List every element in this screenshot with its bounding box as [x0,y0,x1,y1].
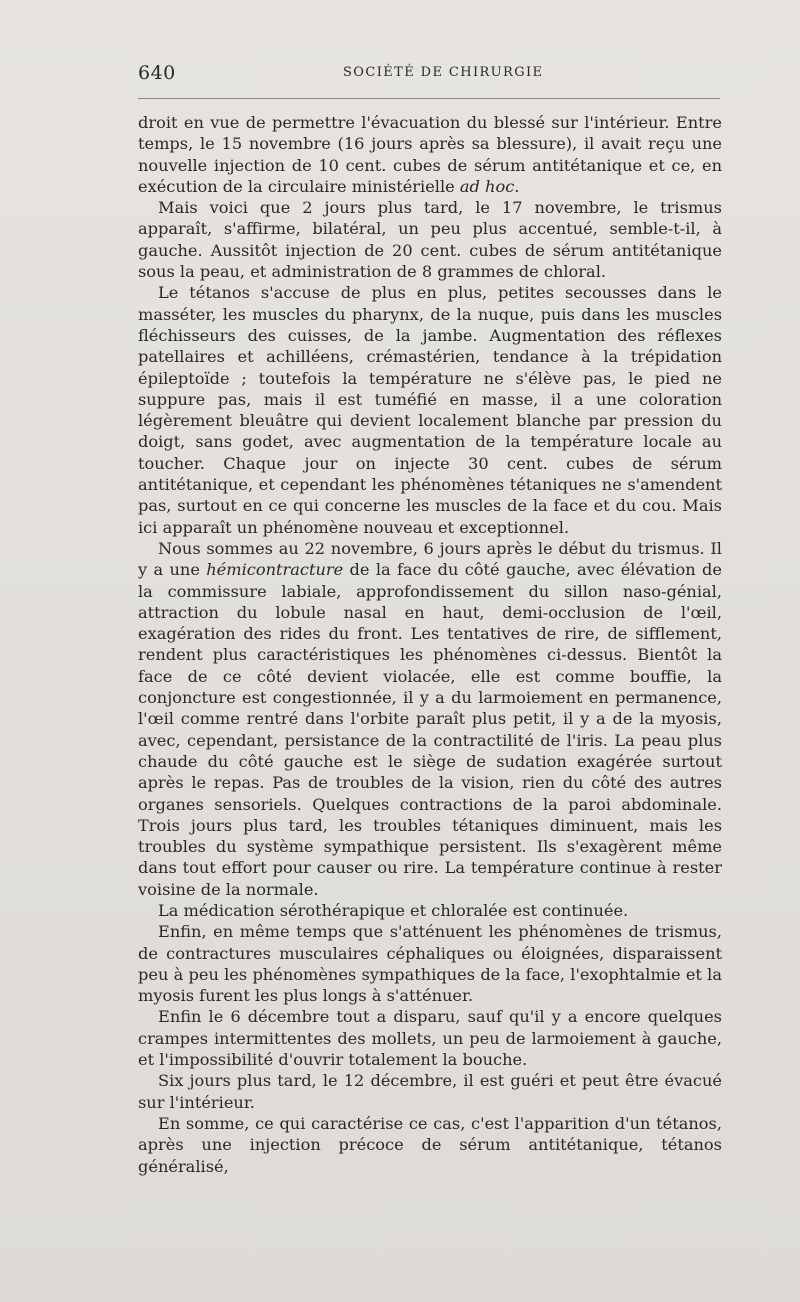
body-text [138,112,722,1177]
paragraph: Six jours plus tard, le 12 décembre, il est guéri et peut être évacué sur l'intérieur. [138,1071,722,1112]
paragraph: Enfin le 6 décembre tout a disparu, sauf qu'il y a encore quelques crampes intermittentes des mollets, un peu de larmoiement à gauche, et l'impossibilité d'ouvrir totalement la bouche. [138,1007,722,1070]
page-number: 640 [138,62,176,84]
paragraph: droit en vue de permettre l'évacuation du blessé sur l'intérieur. Entre temps, le 15 novembre (16 jours après sa blessure), il avait reçu une nouvelle injection de 10 cent. cubes de sérum antitétanique et ce, en exécution de la circulaire ministérielle ad hoc. [138,113,722,196]
paragraph: Le tétanos s'accuse de plus en plus, petites secousses dans le masséter, les muscles du pharynx, de la nuque, puis dans les muscles fléchisseurs des cuisses, de la jambe. Augmentation des réflexes patellaires et achilléens, crémastérien, tendance à la trépidation épileptoïde ; toutefois la température ne s'élève pas, le pied ne suppure pas, mais il est tuméfié en masse, il a une coloration légèrement bleuâtre qui devient localement blanche par pression du doigt, sans godet, avec augmentation de la température locale au toucher. Chaque jour on injecte 30 cent. cubes de sérum antitétanique, et cependant les phénomènes tétaniques ne s'amendent pas, surtout en ce qui concerne les muscles de la face et du cou. Mais ici apparaît un phénomène nouveau et exceptionnel. [138,283,722,537]
page-header [138,58,720,86]
paragraph: Nous sommes au 22 novembre, 6 jours après le début du trismus. Il y a une hémicontracture de la face du côté gauche, avec élévation de la commissure labiale, approfondissement du sillon naso-génial, attraction du lobule nasal en haut, demi-occlusion de l'œil, exagération des rides du front. Les tentatives de rire, de sifflement, rendent plus caractéristiques les phénomènes ci-dessus. Bientôt la face de ce côté devient violacée, elle est comme bouffie, la conjoncture est congestionnée, il y a du larmoiement en permanence, l'œil comme rentré dans l'orbite paraît plus petit, il y a de la myosis, avec, cependant, persistance de la contractilité de l'iris. La peau plus chaude du côté gauche est le siège de sudation exagérée surtout après le repas. Pas de troubles de la vision, rien du côté des autres organes sensoriels. Quelques contractions de la paroi abdominale. Trois jours plus tard, les troubles tétaniques diminuent, mais les troubles du système sympathique persistent. Ils s'exagèrent même dans tout effort pour causer ou rire. La température continue à rester voisine de la normale. [138,538,722,899]
paragraph: La médication sérothérapique et chloralée est continuée. [158,900,629,920]
header-rule [138,98,720,99]
paragraph: En somme, ce qui caractérise ce cas, c'est l'apparition d'un tétanos, après une injection précoce de sérum antitétanique, tétanos généralisé, [138,1113,722,1176]
paragraph: Enfin, en même temps que s'atténuent les phénomènes de trismus, de contractures musculaires céphaliques ou éloignées, disparaissent peu à peu les phénomènes sympathiques de la face, l'exophtalmie et la myosis furent les plus longs à s'atténuer. [138,922,722,1006]
running-head: SOCIÉTÉ DE CHIRURGIE [343,65,544,80]
paragraph: Mais voici que 2 jours plus tard, le 17 novembre, le trismus apparaît, s'affirme, bilatéral, un peu plus accentué, semble-t-il, à gauche. Aussitôt injection de 20 cent. cubes de sérum antitétanique sous la peau, et administration de 8 grammes de chloral. [138,198,722,282]
